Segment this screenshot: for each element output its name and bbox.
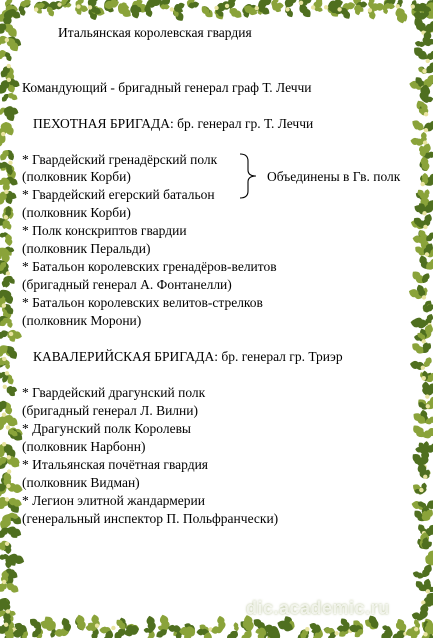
berry [423, 632, 427, 636]
berry [111, 626, 115, 630]
cavalry-line-2: (бригадный генерал Л. Вилни) [22, 403, 198, 418]
berry [4, 190, 8, 194]
berry [225, 4, 229, 8]
berry [305, 627, 309, 631]
berry [214, 6, 218, 10]
berry [1, 132, 5, 136]
cavalry-line-6: (полковник Видман) [22, 475, 140, 490]
infantry-line-6: (полковник Перальди) [22, 241, 151, 256]
watermark-logo: dic.academic.ru [246, 598, 390, 618]
berry [396, 4, 400, 8]
infantry-line-2: (полковник Корби) [22, 169, 131, 184]
berry [5, 38, 9, 42]
berry [255, 6, 259, 10]
berry [5, 497, 9, 501]
berry [425, 394, 429, 398]
cavalry-line-4: (полковник Нарбонн) [22, 439, 146, 454]
berry [285, 7, 289, 11]
berry [311, 5, 315, 9]
berry [425, 252, 429, 256]
infantry-line-8: (бригадный генерал А. Фонтанелли) [22, 277, 232, 292]
infantry-line-4: (полковник Корби) [22, 205, 131, 220]
holly-leaf [283, 5, 294, 18]
berry [324, 5, 328, 9]
cavalry-line-5: * Итальянская почётная гвардия [22, 457, 209, 472]
berry [6, 484, 10, 488]
merged-note: Объединены в Гв. полк [267, 169, 401, 184]
berry [422, 295, 426, 299]
page-title: Итальянская королевская гвардия [58, 25, 252, 40]
berry [337, 7, 341, 11]
holly-leaf [233, 622, 239, 632]
berry [426, 59, 430, 63]
berry [424, 112, 428, 116]
berry [7, 455, 11, 459]
berry [5, 542, 9, 546]
berry [2, 357, 6, 361]
berry [414, 627, 418, 631]
berry [76, 4, 80, 8]
berry [421, 365, 425, 369]
infantry-line-9: * Батальон королевских велитов-стрелков [22, 295, 263, 310]
berry [8, 161, 12, 165]
cavalry-line-1: * Гвардейский драгунский полк [22, 385, 206, 400]
berry [9, 332, 13, 336]
berry [421, 182, 425, 186]
berry [426, 404, 430, 408]
berry [6, 609, 10, 613]
berry [424, 128, 428, 132]
berry [4, 623, 8, 627]
cavalry-heading: КАВАЛЕРИЙСКАЯ БРИГАДА: бр. генерал гр. Триэр [33, 349, 343, 364]
berry [426, 589, 430, 593]
berry [170, 7, 174, 11]
infantry-line-7: * Батальон королевских гренадёров-велитов [22, 259, 277, 274]
infantry-line-5: * Полк конскриптов гвардии [22, 223, 187, 238]
berry [7, 64, 11, 68]
infantry-heading: ПЕХОТНАЯ БРИГАДА: бр. генерал гр. Т. Леччи [33, 116, 314, 131]
berry [95, 623, 99, 627]
berry [4, 215, 8, 219]
cavalry-line-3: * Драгунский полк Королевы [22, 421, 192, 436]
brace-icon [238, 152, 262, 200]
berry [419, 488, 423, 492]
cavalry-line-8: (генеральный инспектор П. Польфранчески) [22, 511, 279, 526]
berry [299, 1, 303, 5]
berry [2, 412, 6, 416]
berry [423, 475, 427, 479]
berry [422, 69, 426, 73]
berry [423, 225, 427, 229]
berry [422, 376, 426, 380]
berry [5, 371, 9, 375]
infantry-line-1: * Гвардейский гренадёрский полк [22, 152, 218, 167]
berry [7, 469, 11, 473]
infantry-line-10: (полковник Морони) [22, 313, 142, 328]
berry [57, 2, 61, 6]
berry [2, 580, 6, 584]
berry [422, 211, 426, 215]
berry [6, 425, 10, 429]
commander-line: Командующий - бригадный генерал граф Т. Леччи [22, 80, 312, 95]
berry [2, 442, 6, 446]
infantry-line-3: * Гвардейский егерский батальон [22, 187, 215, 202]
berry [7, 78, 11, 82]
berry [34, 7, 38, 11]
berry [88, 5, 92, 9]
berry [411, 4, 415, 8]
berry [3, 385, 7, 389]
berry [2, 303, 6, 307]
berry [334, 631, 338, 635]
berry [368, 8, 372, 12]
cavalry-line-7: * Легион элитной жандармерии [22, 493, 205, 508]
berry [6, 271, 10, 275]
